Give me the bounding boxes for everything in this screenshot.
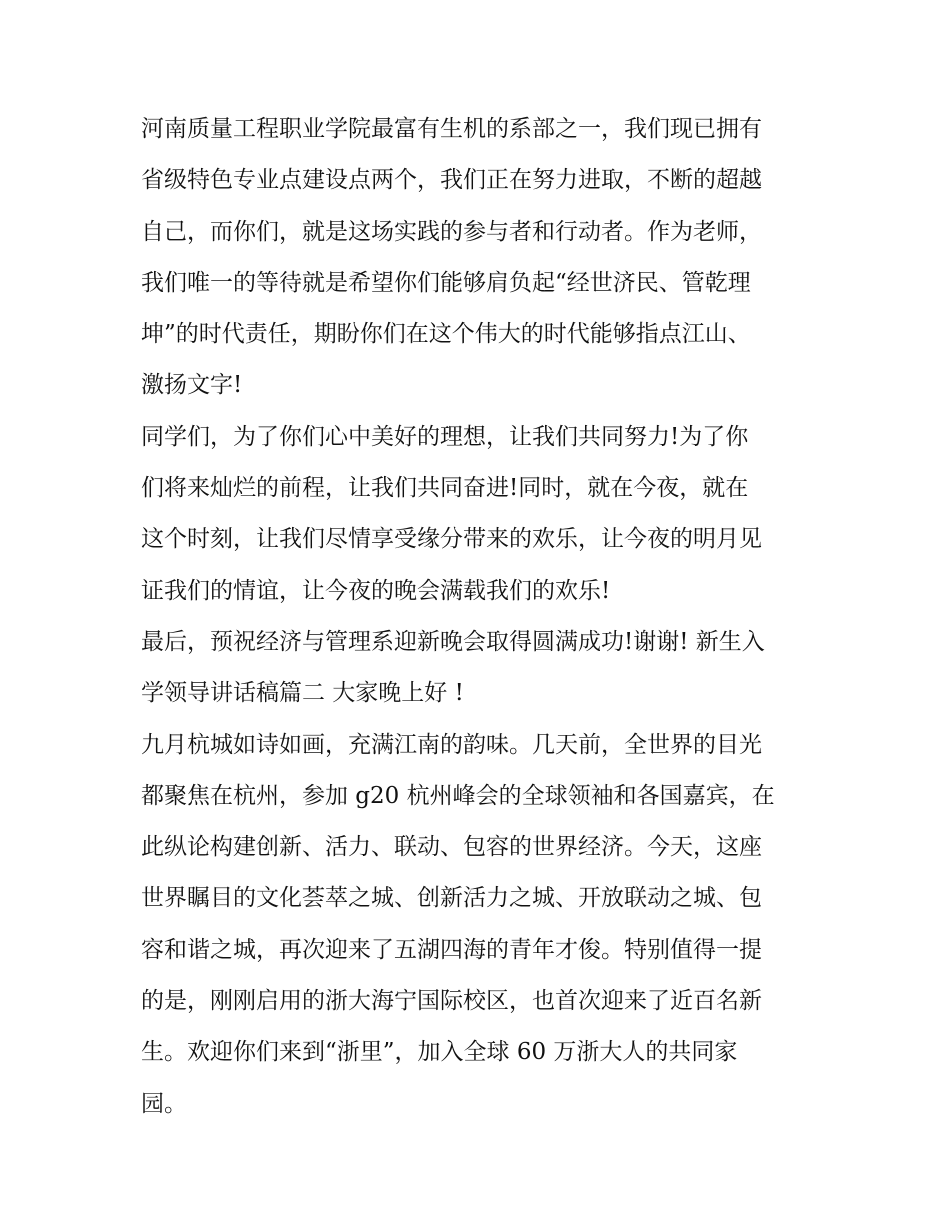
text-line: 此纵论构建创新、活力、联动、包容的世界经济。今天，这座 <box>141 834 762 861</box>
text-line: 都聚焦在杭州，参加 g20 杭州峰会的全球领袖和各国嘉宾，在 <box>141 782 775 809</box>
document-body <box>141 104 821 1130</box>
text-line: 同学们，为了你们心中美好的理想，让我们共同努力!为了你 <box>141 423 749 450</box>
text-line: 九月杭城如诗如画，充满江南的韵味。几天前，全世界的目光 <box>141 731 762 758</box>
text-line: 证我们的情谊，让今夜的晚会满载我们的欢乐! <box>141 577 611 604</box>
text-line: 激扬文字! <box>141 372 243 399</box>
text-line: 这个时刻，让我们尽情享受缘分带来的欢乐，让今夜的明月见 <box>141 526 762 553</box>
text-line: 省级特色专业点建设点两个，我们正在努力进取，不断的超越 <box>141 167 762 194</box>
text-line: 们将来灿烂的前程，让我们共同奋进!同时，就在今夜，就在 <box>141 475 749 502</box>
text-line: 的是，刚刚启用的浙大海宁国际校区，也首次迎来了近百名新 <box>141 988 762 1015</box>
text-line: 自己，而你们，就是这场实践的参与者和行动者。作为老师， <box>141 218 762 245</box>
text-line: 我们唯一的等待就是希望你们能够肩负起“经世济民、管乾理 <box>141 269 751 296</box>
text-line: 世界瞩目的文化荟萃之城、创新活力之城、开放联动之城、包 <box>141 885 762 912</box>
text-line: 河南质量工程职业学院最富有生机的系部之一，我们现已拥有 <box>141 116 762 142</box>
text-line: 容和谐之城，再次迎来了五湖四海的青年才俊。特别值得一提 <box>141 936 762 963</box>
text-line: 生。欢迎你们来到“浙里”，加入全球 60 万浙大人的共同家 <box>141 1039 738 1066</box>
text-line: 学领导讲话稿篇二 大家晚上好 ! <box>141 680 464 707</box>
text-line: 园。 <box>141 1090 187 1117</box>
text-line: 坤”的时代责任，期盼你们在这个伟大的时代能够指点江山、 <box>141 321 751 348</box>
text-line: 最后，预祝经济与管理系迎新晚会取得圆满成功!谢谢! 新生入 <box>141 628 765 655</box>
